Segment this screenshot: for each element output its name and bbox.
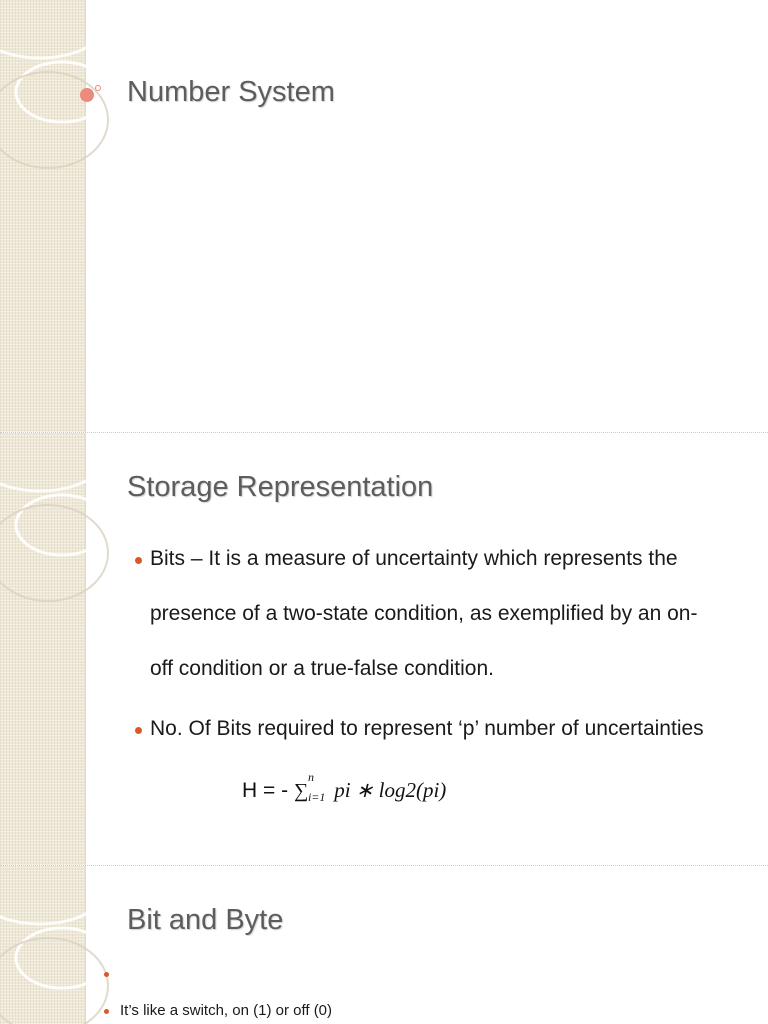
bullet-line: Bits – It is a measure of uncertainty which represents the: [150, 547, 678, 570]
formula-lhs: H = -: [242, 779, 294, 802]
bullet-icon: [104, 1009, 109, 1014]
formula-sum: [293, 770, 326, 804]
slide-title: Number System: [127, 76, 335, 108]
sum-lower-limit: i=1: [307, 790, 326, 804]
bullet-icon: [135, 557, 142, 564]
decorative-swirl-icon: [0, 866, 110, 1024]
slide-number-system: [0, 0, 768, 432]
slide-storage-representation: [0, 433, 768, 865]
bullet-line: No. Of Bits required to represent ‘p’ number of uncertainties: [150, 717, 704, 740]
bullet-line: presence of a two-state condition, as exemplified by an on-: [150, 602, 698, 625]
sum-sign: ∑: [293, 780, 309, 802]
entropy-formula: [242, 770, 447, 804]
formula-rhs: pi ∗ log2(pi): [334, 778, 447, 802]
decorative-swirl-icon: [0, 433, 110, 633]
accent-dot-icon: [74, 80, 104, 110]
bullet-icon: [135, 727, 142, 734]
slide-title: Storage Representation: [127, 471, 434, 503]
slide-title: Bit and Byte: [127, 904, 284, 936]
sum-upper-limit: n: [307, 770, 314, 784]
bullet-line: off condition or a true-false condition.: [150, 657, 494, 680]
bullet-icon: [104, 972, 109, 977]
bullet-line: It’s like a switch, on (1) or off (0): [120, 1002, 333, 1019]
slide-bit-and-byte: [0, 866, 768, 1024]
